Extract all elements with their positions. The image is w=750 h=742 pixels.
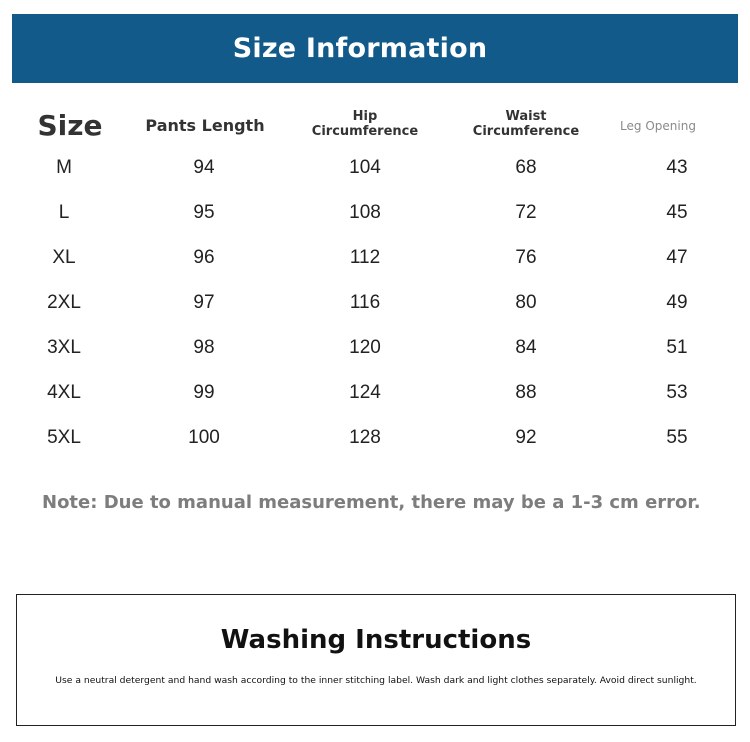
cell-waist: 80 <box>515 292 537 313</box>
cell-hip: 120 <box>349 337 381 358</box>
column-header-hip-line1: Hip <box>352 109 378 124</box>
table-row <box>0 375 750 420</box>
header-banner <box>12 14 738 83</box>
cell-size: M <box>56 157 72 178</box>
cell-waist: 68 <box>515 157 537 178</box>
cell-pants-length: 99 <box>193 382 215 403</box>
cell-pants-length: 94 <box>193 157 215 178</box>
page-title: Size Information <box>232 33 488 64</box>
cell-leg-opening: 43 <box>666 157 688 178</box>
cell-waist: 88 <box>515 382 537 403</box>
column-header-waist-line2: Circumference <box>472 123 580 139</box>
table-row <box>0 150 750 195</box>
washing-instructions-title: Washing Instructions <box>220 625 532 655</box>
column-header-leg-opening: Leg Opening <box>620 119 696 133</box>
column-header-waist-circumference <box>451 110 601 140</box>
cell-leg-opening: 49 <box>666 292 688 313</box>
cell-leg-opening: 55 <box>666 427 688 448</box>
cell-size: 2XL <box>47 292 81 313</box>
cell-pants-length: 100 <box>188 427 220 448</box>
washing-instructions-box <box>16 594 736 726</box>
cell-size: 4XL <box>47 382 81 403</box>
cell-leg-opening: 45 <box>666 202 688 223</box>
cell-hip: 128 <box>349 427 381 448</box>
washing-instructions-text: Use a neutral detergent and hand wash according to the inner stitching label. Wash dark and light clothes separately. Avoid direct sunlight. <box>55 675 697 686</box>
column-header-size: Size <box>37 109 103 142</box>
cell-hip: 104 <box>349 157 381 178</box>
cell-size: 3XL <box>47 337 81 358</box>
cell-pants-length: 96 <box>193 247 215 268</box>
column-header-waist-line1: Waist <box>505 109 547 124</box>
cell-hip: 112 <box>349 247 381 268</box>
table-row <box>0 330 750 375</box>
cell-size: 5XL <box>47 427 81 448</box>
cell-size: L <box>58 202 70 223</box>
cell-pants-length: 97 <box>193 292 215 313</box>
table-row <box>0 285 750 330</box>
column-header-hip-line2: Circumference <box>311 123 419 139</box>
cell-pants-length: 95 <box>193 202 215 223</box>
cell-hip: 108 <box>349 202 381 223</box>
cell-waist: 72 <box>515 202 537 223</box>
cell-waist: 84 <box>515 337 537 358</box>
cell-hip: 124 <box>349 382 381 403</box>
cell-waist: 76 <box>515 247 537 268</box>
cell-leg-opening: 51 <box>666 337 688 358</box>
cell-leg-opening: 53 <box>666 382 688 403</box>
measurement-note: Note: Due to manual measurement, there may be a 1-3 cm error. <box>42 492 701 513</box>
table-row <box>0 195 750 240</box>
cell-size: XL <box>52 247 76 268</box>
cell-hip: 116 <box>349 292 381 313</box>
table-row <box>0 240 750 285</box>
cell-pants-length: 98 <box>193 337 215 358</box>
column-header-pants-length: Pants Length <box>145 116 265 135</box>
cell-waist: 92 <box>515 427 537 448</box>
table-row <box>0 420 750 465</box>
cell-leg-opening: 47 <box>666 247 688 268</box>
column-header-hip-circumference <box>290 110 440 140</box>
